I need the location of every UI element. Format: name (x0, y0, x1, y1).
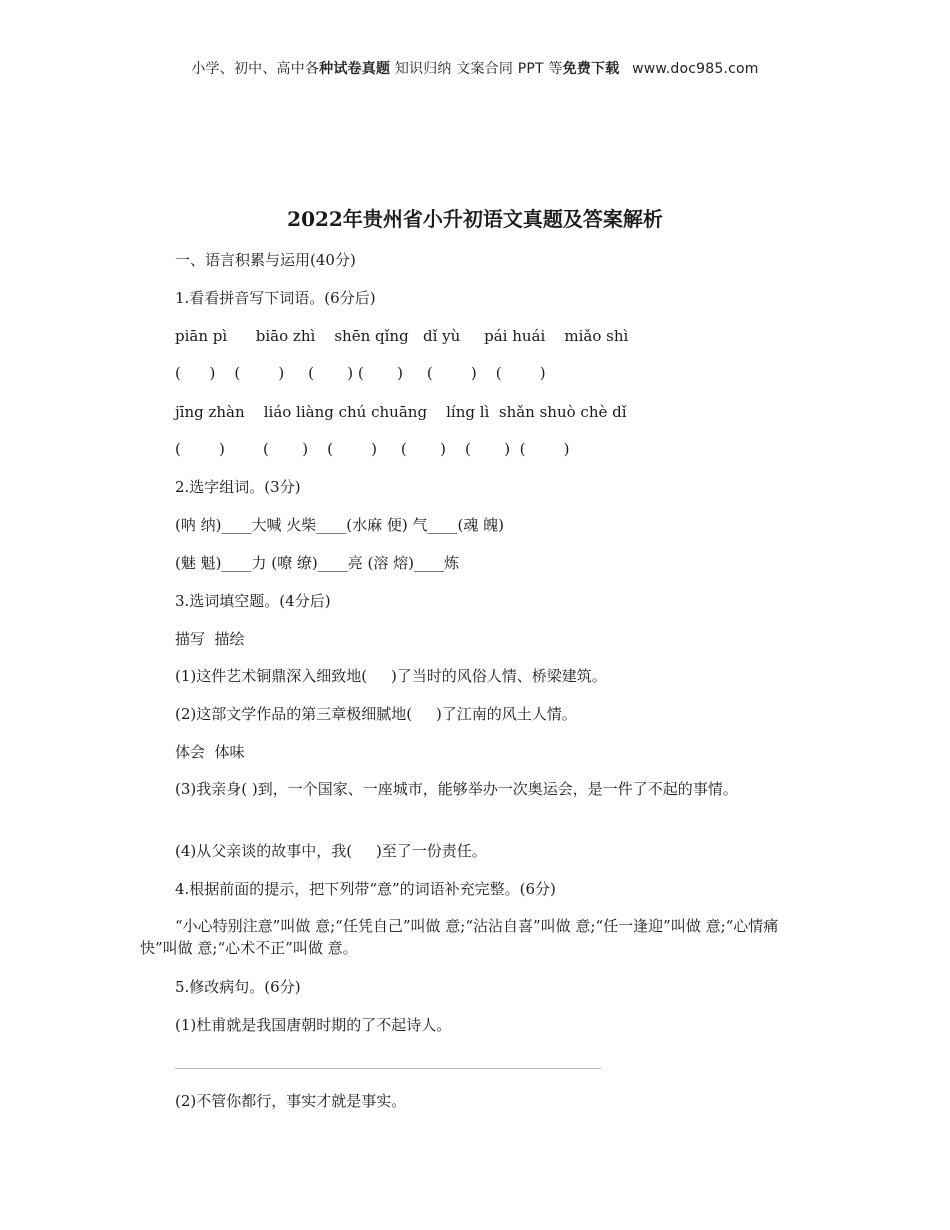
word-group-1: 描写 描绘 (175, 630, 245, 648)
blank-row-2: ( ) ( ) ( ) ( ) ( ) ( ) (175, 440, 570, 458)
page-header (0, 58, 950, 78)
blank-row-1: ( ) ( ) ( ) ( ) ( ) ( ) (175, 364, 546, 382)
document-title: 2022年贵州省小升初语文真题及答案解析 (287, 207, 663, 231)
question-4-heading: 4.根据前面的提示，把下列带“意”的词语补充完整。(6分) (175, 880, 556, 898)
question-1-heading: 1.看看拼音写下词语。(6分后) (175, 289, 376, 307)
question-4-body: “小心特别注意”叫做 意;“任凭自己”叫做 意;“沾沾自喜”叫做 意;“任一逢迎”叫做 意;“心情痛快”叫做 意;“心术不正”叫做 意。 (140, 917, 779, 957)
header-text-4: 文案合同 PPT 等 (456, 61, 563, 77)
question-5-heading: 5.修改病句。(6分) (175, 978, 301, 996)
question-3-sentence-2: (2)这部文学作品的第三章极细腻地( )了江南的风土人情。 (175, 705, 577, 723)
question-2-row-2: (魅 魁)____力 (嘹 缭)____亮 (溶 熔)____炼 (175, 554, 459, 572)
question-5-sentence-2: (2)不管你都行，事实才就是事实。 (175, 1092, 407, 1110)
section-heading: 一、语言积累与运用(40分) (175, 251, 356, 269)
question-3-sentence-1: (1)这件艺术铜鼎深入细致地( )了当时的风俗人情、桥梁建筑。 (175, 667, 607, 685)
answer-line (175, 1068, 601, 1069)
header-text-5: 免费下载 (562, 61, 620, 77)
header-text-1: 小学、初中、高中各 (191, 61, 320, 77)
word-group-2: 体会 体味 (175, 743, 245, 761)
header-text-3: 知识归纳 (394, 61, 452, 77)
pinyin-row-2: jīng zhàn liáo liàng chú chuāng líng lì shǎn shuò chè dǐ (175, 403, 627, 421)
question-3-sentence-3: (3)我亲身( )到，一个国家、一座城市，能够举办一次奥运会，是一件了不起的事情。 (175, 780, 738, 798)
pinyin-row-1: piān pì biāo zhì shēn qǐng dǐ yù pái huái miǎo shì (175, 327, 629, 345)
question-3-heading: 3.选词填空题。(4分后) (175, 592, 331, 610)
question-2-row-1: (呐 纳)____大喊 火柴____(水麻 便) 气____(魂 魄) (175, 516, 504, 534)
question-3-sentence-4: (4)从父亲谈的故事中，我( )至了一份责任。 (175, 842, 487, 860)
header-site-link[interactable]: www.doc985.com (632, 61, 759, 77)
question-5-sentence-1: (1)杜甫就是我国唐朝时期的了不起诗人。 (175, 1016, 452, 1034)
header-text-2: 种试卷真题 (319, 61, 391, 77)
question-2-heading: 2.选字组词。(3分) (175, 478, 301, 496)
